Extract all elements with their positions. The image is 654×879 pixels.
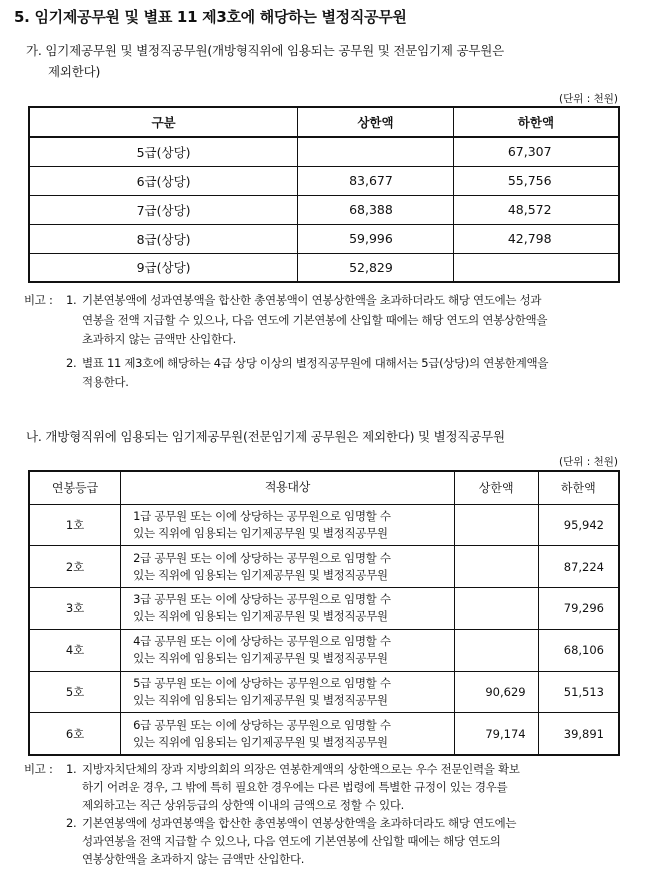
header-salary-grade: 연봉등급 [29, 471, 121, 504]
note-line: 하기 어려운 경우, 그 밖에 특히 필요한 경우에는 다른 법령에 특별한 규정이 있는 경우를 [82, 780, 508, 794]
grade-cell: 1호 [29, 504, 121, 546]
table-row [29, 546, 619, 588]
note-number: 1. [66, 293, 77, 307]
upper-cell: 83,677 [298, 166, 454, 195]
lower-cell: 68,106 [538, 629, 619, 671]
target-cell [121, 504, 455, 546]
target-line: 있는 직위에 임용되는 임기제공무원 및 별정직공무원 [133, 734, 388, 749]
grade-cell: 2호 [29, 546, 121, 588]
lower-cell: 51,513 [538, 671, 619, 713]
grade-cell: 9급(상당) [29, 253, 298, 282]
lower-cell: 48,572 [453, 195, 619, 224]
grade-cell: 7급(상당) [29, 195, 298, 224]
note-lead: 비고 : [24, 293, 53, 307]
table-row [29, 588, 619, 630]
section-a-title-line1: 가. 임기제공무원 및 별정직공무원(개방형직위에 임용되는 공무원 및 전문임기제 공무원은 [26, 43, 505, 58]
table-row [29, 253, 619, 282]
upper-cell [298, 137, 454, 166]
upper-cell: 79,174 [454, 713, 538, 755]
page-heading: 5. 임기제공무원 및 별표 11 제3호에 해당하는 별정직공무원 [14, 8, 407, 26]
section-b-notes [24, 760, 624, 868]
note-number: 2. [66, 355, 77, 370]
grade-cell: 5급(상당) [29, 137, 298, 166]
note-line: 연봉을 전액 지급할 수 있으나, 다음 연도에 기본연봉에 산입할 때에는 해당 연도의 연봉상한액을 [82, 312, 548, 327]
section-a-title-line2: 제외한다) [48, 64, 101, 79]
table-row [29, 504, 619, 546]
section-b-title: 나. 개방형직위에 임용되는 임기제공무원(전문임기제 공무원은 제외한다) 및 별정직공무원 [26, 429, 505, 444]
section-b-unit: (단위 : 천원) [559, 456, 618, 468]
table-row [29, 166, 619, 195]
table-header-row [29, 471, 619, 504]
target-line: 있는 직위에 임용되는 임기제공무원 및 별정직공무원 [133, 651, 388, 666]
note-line: 적용한다. [82, 375, 129, 389]
note-body [82, 814, 624, 868]
table-row [29, 713, 619, 755]
grade-cell: 6급(상당) [29, 166, 298, 195]
lower-cell: 42,798 [453, 224, 619, 253]
header-lower: 하한액 [453, 107, 619, 137]
table-row [29, 137, 619, 166]
note-line: 기본연봉액에 성과연봉액을 합산한 총연봉액이 연봉상한액을 초과하더라도 해당 연도에는 성과 [82, 293, 542, 307]
target-line: 있는 직위에 임용되는 임기제공무원 및 별정직공무원 [133, 693, 388, 708]
grade-cell: 8급(상당) [29, 224, 298, 253]
upper-cell: 68,388 [298, 195, 454, 224]
header-grade: 구분 [29, 107, 298, 137]
table-row [29, 195, 619, 224]
note-line: 기본연봉액에 성과연봉액을 합산한 총연봉액이 연봉상한액을 초과하더라도 해당 연도에는 [82, 816, 517, 830]
note-line: 별표 11 제3호에 해당하는 4급 상당 이상의 별정직공무원에 대해서는 5급(상당)의 연봉한계액을 [82, 355, 549, 370]
target-cell [121, 713, 455, 755]
target-line: 5급 공무원 또는 이에 상당하는 공무원으로 임명할 수 [133, 676, 391, 691]
note-number: 1. [66, 762, 77, 776]
lower-cell: 67,307 [453, 137, 619, 166]
section-a-unit: (단위 : 천원) [559, 93, 618, 105]
target-cell [121, 671, 455, 713]
note-line: 제외하고는 직근 상위등급의 상한액 이내의 금액으로 정할 수 있다. [82, 798, 405, 812]
grade-cell: 6호 [29, 713, 121, 755]
target-cell [121, 588, 455, 630]
target-line: 있는 직위에 임용되는 임기제공무원 및 별정직공무원 [133, 525, 388, 540]
target-cell [121, 546, 455, 588]
table-header-row [29, 107, 619, 137]
table-row [29, 629, 619, 671]
section-a-notes [24, 291, 624, 393]
lower-cell [453, 253, 619, 282]
note-item [24, 354, 624, 393]
upper-cell [454, 546, 538, 588]
upper-cell: 59,996 [298, 224, 454, 253]
target-line: 1급 공무원 또는 이에 상당하는 공무원으로 임명할 수 [133, 508, 391, 523]
note-item [24, 760, 624, 814]
note-item [24, 291, 624, 350]
note-item [24, 814, 624, 868]
target-line: 있는 직위에 임용되는 임기제공무원 및 별정직공무원 [133, 609, 388, 624]
lower-cell: 39,891 [538, 713, 619, 755]
note-lead: 비고 : [24, 762, 53, 776]
upper-cell [454, 504, 538, 546]
note-body [82, 354, 624, 393]
lower-cell: 95,942 [538, 504, 619, 546]
target-line: 3급 공무원 또는 이에 상당하는 공무원으로 임명할 수 [133, 592, 391, 607]
grade-cell: 5호 [29, 671, 121, 713]
header-target: 적용대상 [121, 471, 455, 504]
upper-cell: 52,829 [298, 253, 454, 282]
target-line: 4급 공무원 또는 이에 상당하는 공무원으로 임명할 수 [133, 634, 391, 649]
target-line: 있는 직위에 임용되는 임기제공무원 및 별정직공무원 [133, 567, 388, 582]
lower-cell: 55,756 [453, 166, 619, 195]
note-line: 성과연봉을 전액 지급할 수 있으나, 다음 연도에 기본연봉에 산입할 때에는 해당 연도의 [82, 834, 501, 848]
note-line: 연봉상한액을 초과하지 않는 금액만 산입한다. [82, 852, 305, 866]
header-lower: 하한액 [538, 471, 619, 504]
header-upper: 상한액 [454, 471, 538, 504]
note-line: 지방자치단체의 장과 지방의회의 의장은 연봉한계액의 상한액으로는 우수 전문인력을 확보 [82, 762, 520, 776]
salary-table-b [28, 470, 620, 756]
grade-cell: 4호 [29, 629, 121, 671]
note-number: 2. [66, 816, 77, 830]
lower-cell: 87,224 [538, 546, 619, 588]
note-body [82, 760, 624, 814]
salary-table-a [28, 106, 620, 283]
upper-cell [454, 629, 538, 671]
target-line: 6급 공무원 또는 이에 상당하는 공무원으로 임명할 수 [133, 717, 391, 732]
header-upper: 상한액 [298, 107, 454, 137]
lower-cell: 79,296 [538, 588, 619, 630]
section-a-title [26, 40, 626, 82]
grade-cell: 3호 [29, 588, 121, 630]
target-cell [121, 629, 455, 671]
table-row [29, 671, 619, 713]
upper-cell [454, 588, 538, 630]
target-line: 2급 공무원 또는 이에 상당하는 공무원으로 임명할 수 [133, 550, 391, 565]
upper-cell: 90,629 [454, 671, 538, 713]
note-body [82, 291, 624, 350]
table-row [29, 224, 619, 253]
note-line: 초과하지 않는 금액만 산입한다. [82, 332, 236, 346]
